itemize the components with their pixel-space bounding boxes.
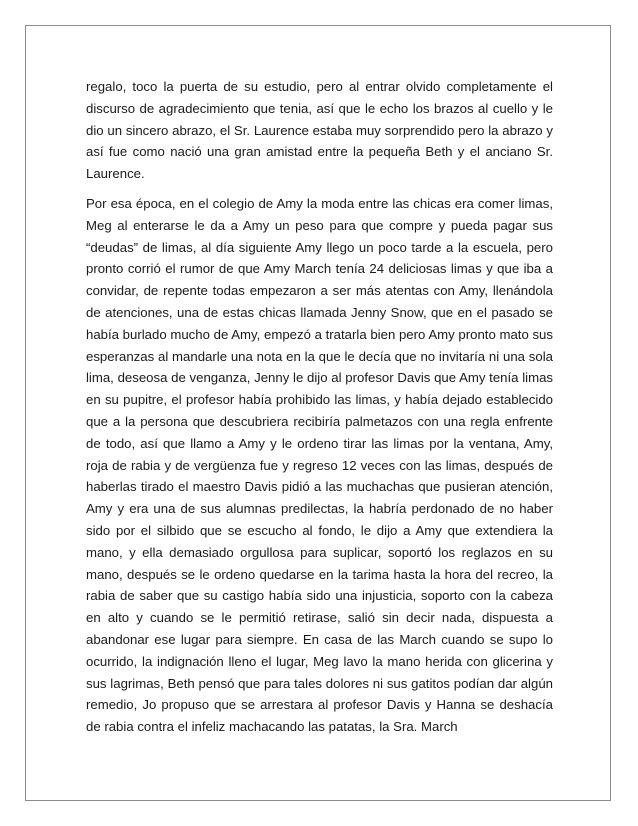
paragraph-2: Por esa época, en el colegio de Amy la moda entre las chicas era comer limas, Meg al enterarse le da a Amy un peso para que compre y pueda pagar sus “deudas” de limas, al día siguiente Amy llego un poco tarde a la escuela, pero pronto corrió el rumor de que Amy March tenía 24 deliciosas limas y que iba a convidar, de repente todas empezaron a ser más atentas con Amy, llenándola de atenciones, una de estas chicas llamada Jenny Snow, que en el pasado se había burlado mucho de Amy, empezó a tratarla bien pero Amy pronto mato sus esperanzas al mandarle una nota en la que le decía que no invitaría ni una sola lima, deseosa de venganza, Jenny le dijo al profesor Davis que Amy tenía limas en su pupitre, el profesor había prohibido las limas, y había dejado establecido que a la persona que descubriera recibiría palmetazos con una regla enfrente de todo, así que llamo a Amy y le ordeno tirar las limas por la ventana, Amy, roja de rabia y de vergüenza fue y regreso 12 veces con las limas, después de haberlas tirado el maestro Davis pidió a las muchachas que pusieran atención, Amy y era una de sus alumnas predilectas, la habría perdonado de no haber sido por el silbido que se escucho al fondo, le dijo a Amy que extendiera la mano, y ella demasiado orgullosa para suplicar, soportó los reglazos en su mano, después se le ordeno quedarse en la tarima hasta la hora del recreo, la rabia de saber que su castigo había sido una injusticia, soporto con la cabeza en alto y cuando se le permitió retirase, salió sin decir nada, dispuesta a abandonar ese lugar para siempre. En casa de las March cuando se supo lo ocurrido, la indignación lleno el lugar, Meg lavo la mano herida con glicerina y sus lagrimas, Beth pensó que para tales dolores ni sus gatitos podían dar algún remedio, Jo propuso que se arrestara al profesor Davis y Hanna se deshacía de rabia contra el infeliz machacando las patatas, la Sra. March xyxy=(86,195,553,735)
document-body xyxy=(86,76,553,746)
paragraph-1: regalo, toco la puerta de su estudio, pero al entrar olvido completamente el discurso de agradecimiento que tenia, así que le echo los brazos al cuello y le dio un sincero abrazo, el Sr. Laurence estaba muy sorprendido pero la abrazo y así fue como nació una gran amistad entre la pequeña Beth y el anciano Sr. Laurence. xyxy=(86,79,553,182)
